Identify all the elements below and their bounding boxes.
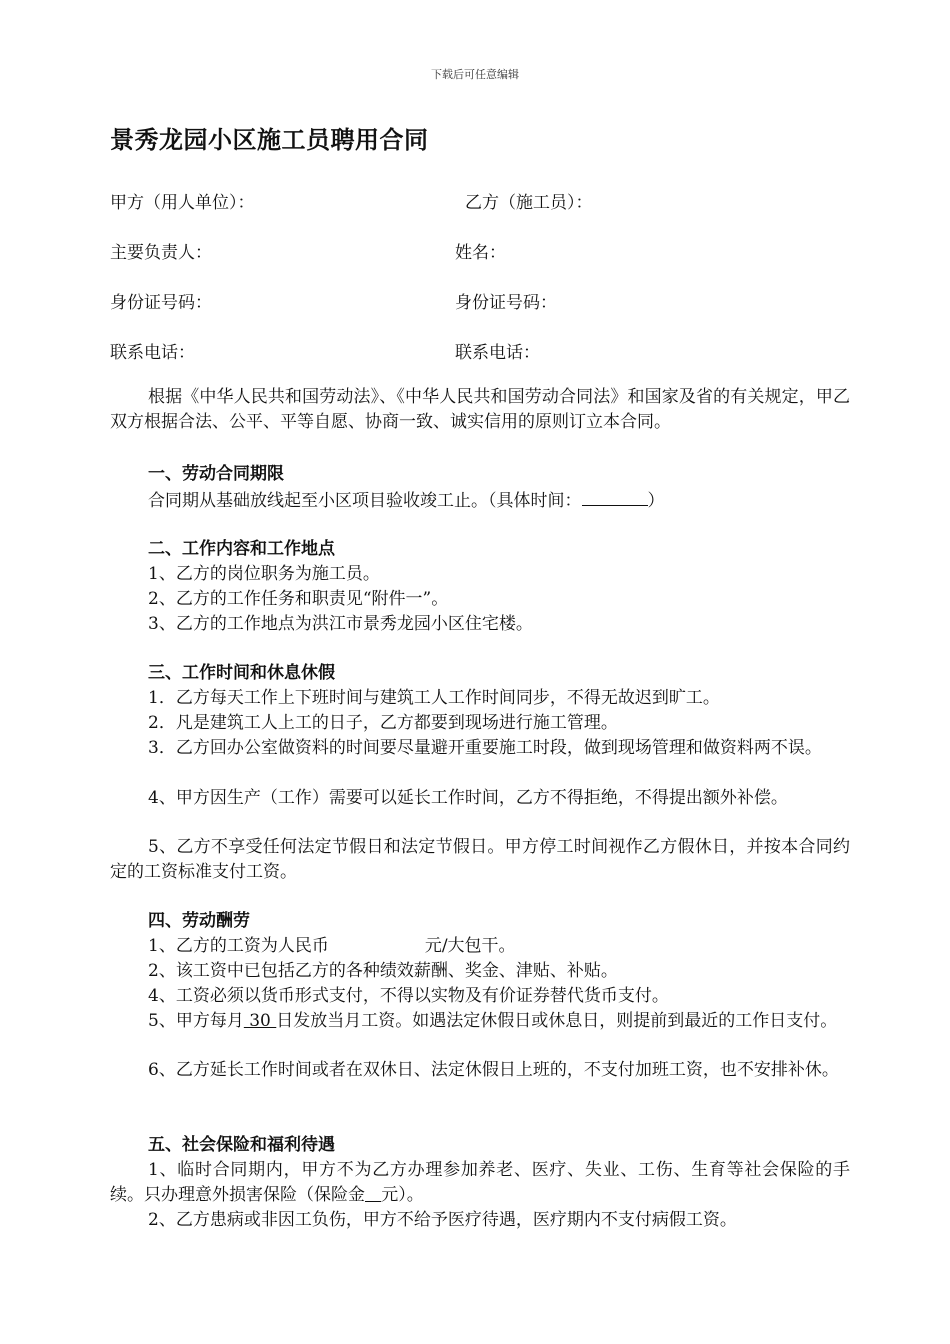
section-3-item: 5、乙方不享受任何法定节假日和法定节假日。甲方停工时间视作乙方假休日，并按本合同约定的工资标准支付工资。 — [110, 837, 850, 882]
section-5-insurance — [110, 1158, 850, 1208]
section-2-heading: 二、工作内容和工作地点 — [148, 539, 335, 559]
section-4-item: 6、乙方延长工作时间或者在双休日、法定休假日上班的，不支付加班工资，也不安排补休。 — [148, 1060, 839, 1080]
salary-post: 元/大包干。 — [424, 936, 516, 956]
section-1-heading: 一、劳动合同期限 — [148, 464, 284, 484]
section-3-item: 1．乙方每天工作上下班时间与建筑工人工作时间同步，不得无故迟到旷工。 — [148, 688, 720, 708]
payday-pre: 5、甲方每月 — [148, 1011, 244, 1031]
section-3-item: 2．凡是建筑工人上工的日子，乙方都要到现场进行施工管理。 — [148, 713, 618, 733]
section-5-heading: 五、社会保险和福利待遇 — [148, 1135, 335, 1155]
party-row-3 — [110, 288, 850, 314]
party-row-2 — [110, 238, 850, 264]
payday-value: 30 — [243, 1011, 277, 1031]
salary-pre: 1、乙方的工资为人民币 — [148, 936, 329, 956]
header-note: 下载后可任意编辑 — [431, 68, 519, 81]
party-a-label: 甲方（用人单位）： — [110, 193, 255, 213]
section-2-item: 3、乙方的工作地点为洪江市景秀龙园小区住宅楼。 — [148, 614, 533, 634]
party-b-name: 姓名： — [455, 243, 506, 263]
section-4-item: 2、该工资中已包括乙方的各种绩效薪酬、奖金、津贴、补贴。 — [148, 961, 618, 981]
section-3-heading: 三、工作时间和休息休假 — [148, 663, 335, 683]
party-row-1 — [110, 188, 850, 214]
party-a-responsible: 主要负责人： — [110, 243, 212, 263]
insurance-blank — [365, 1185, 381, 1205]
section-4-salary — [148, 934, 888, 959]
section-4-item: 4、工资必须以货币形式支付，不得以实物及有价证券替代货币支付。 — [148, 986, 669, 1006]
section-2-item: 2、乙方的工作任务和职责见“附件一”。 — [148, 589, 449, 609]
section-3-item: 4、甲方因生产（工作）需要可以延长工作时间，乙方不得拒绝，不得提出额外补偿。 — [148, 788, 788, 808]
section-5-item: 2、乙方患病或非因工负伤，甲方不给予医疗待遇，医疗期内不支付病假工资。 — [148, 1210, 737, 1230]
payday-post: 日发放当月工资。如遇法定休假日或休息日，则提前到最近的工作日支付。 — [276, 1011, 838, 1031]
section-4-heading: 四、劳动酬劳 — [148, 911, 250, 931]
section-1-line — [148, 487, 888, 514]
party-a-id: 身份证号码： — [110, 293, 212, 313]
insurance-pre: 1、临时合同期内，甲方不为乙方办理参加养老、医疗、失业、工伤、生育等社会保险的手续。只办理意外损害保险（保险金 — [110, 1160, 850, 1205]
party-b-phone: 联系电话： — [455, 343, 540, 363]
term-blank — [582, 487, 648, 506]
section-3-item: 3．乙方回办公室做资料的时间要尽量避开重要施工时段，做到现场管理和做资料两不误。 — [148, 738, 822, 758]
section-2-item: 1、乙方的岗位职务为施工员。 — [148, 564, 380, 584]
party-a-phone: 联系电话： — [110, 343, 195, 363]
term-text: 合同期从基础放线起至小区项目验收竣工止。（具体时间： — [148, 491, 582, 511]
party-b-id: 身份证号码： — [455, 293, 557, 313]
term-close: ） — [647, 491, 665, 511]
preamble: 根据《中华人民共和国劳动法》、《中华人民共和国劳动合同法》和国家及省的有关规定，甲乙双方根据合法、公平、平等自愿、协商一致、诚实信用的原则订立本合同。 — [110, 387, 850, 432]
party-b-label: 乙方（施工员）： — [465, 193, 593, 213]
party-row-4 — [110, 338, 850, 364]
contract-title: 景秀龙园小区施工员聘用合同 — [110, 125, 429, 154]
insurance-post: 元）。 — [381, 1185, 424, 1205]
section-4-payday — [110, 1009, 850, 1034]
